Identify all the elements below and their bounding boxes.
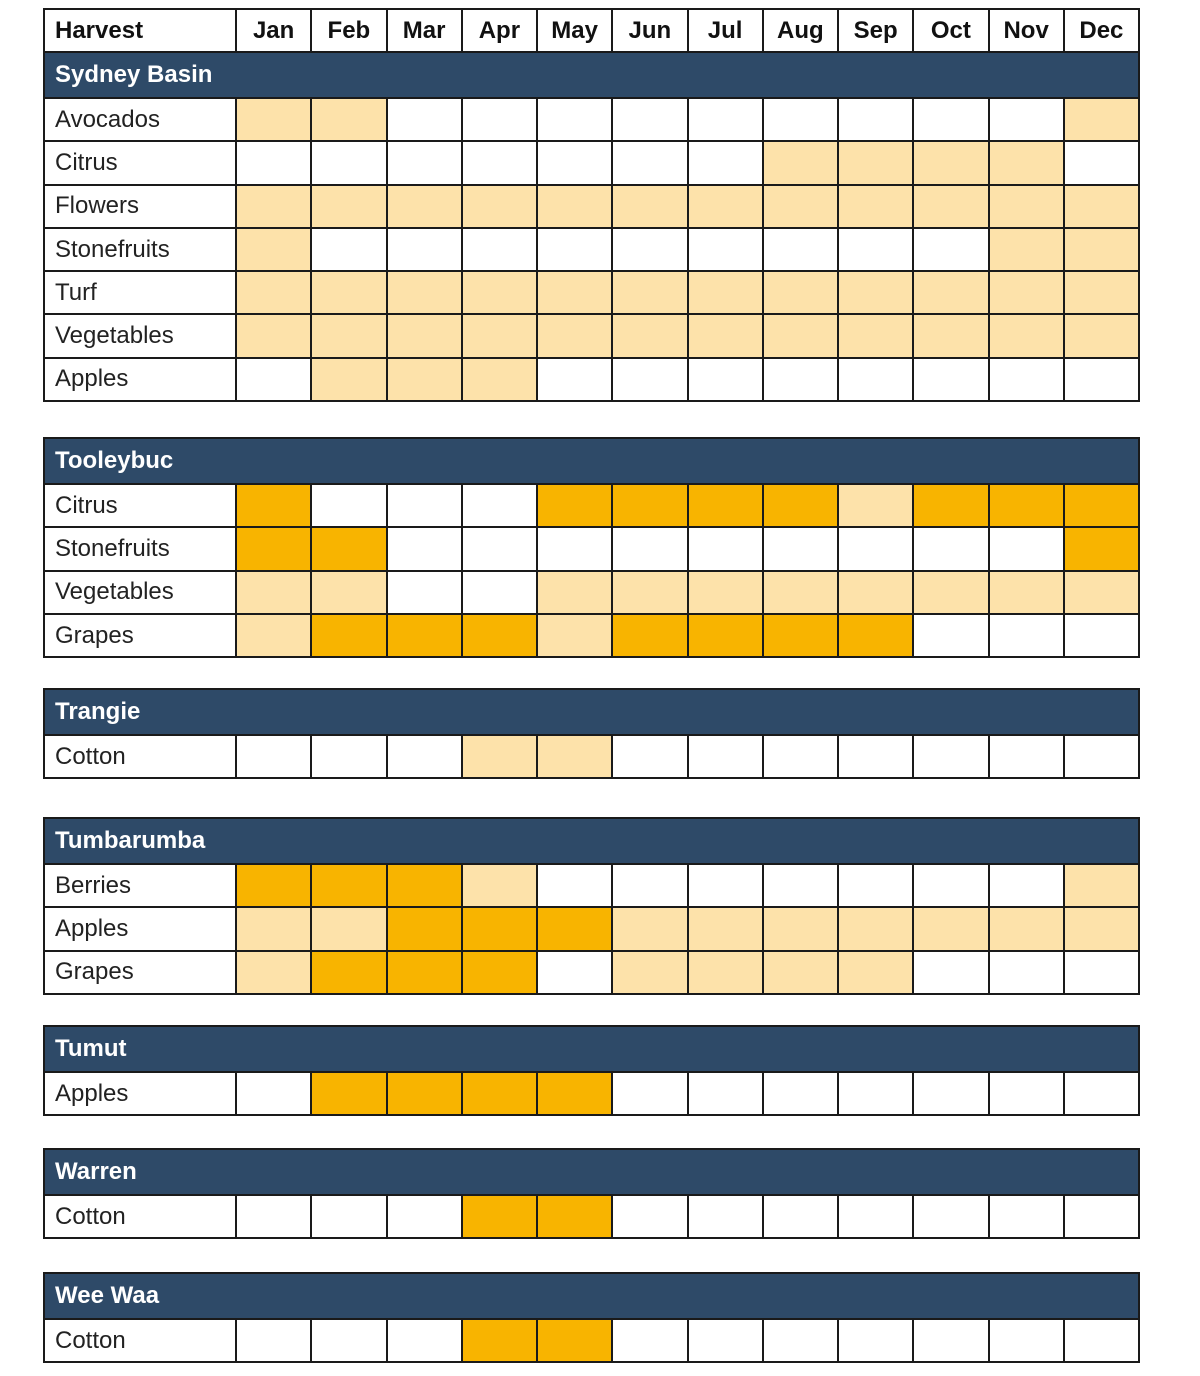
harvest-cell-dec: [1064, 314, 1139, 357]
harvest-cell-jul: [688, 951, 763, 994]
harvest-cell-dec: [1064, 614, 1139, 657]
harvest-cell-dec: [1064, 735, 1139, 778]
crop-row: [44, 484, 1139, 527]
region-row: [44, 818, 1139, 864]
harvest-cell-jan: [236, 141, 311, 184]
harvest-cell-oct: [913, 185, 988, 228]
harvest-cell-oct: [913, 1195, 988, 1238]
harvest-cell-jan: [236, 735, 311, 778]
harvest-cell-jan: [236, 314, 311, 357]
harvest-cell-jan: [236, 614, 311, 657]
harvest-cell-apr: [462, 228, 537, 271]
harvest-cell-dec: [1064, 141, 1139, 184]
harvest-cell-may: [537, 571, 612, 614]
harvest-cell-mar: [387, 571, 462, 614]
crop-label: Citrus: [44, 141, 236, 184]
crop-label: Cotton: [44, 1195, 236, 1238]
harvest-cell-jan: [236, 228, 311, 271]
harvest-cell-mar: [387, 358, 462, 401]
harvest-cell-jun: [612, 228, 687, 271]
harvest-cell-jul: [688, 907, 763, 950]
harvest-cell-dec: [1064, 864, 1139, 907]
crop-row: [44, 141, 1139, 184]
harvest-cell-nov: [989, 358, 1064, 401]
harvest-cell-apr: [462, 735, 537, 778]
harvest-cell-oct: [913, 1072, 988, 1115]
harvest-cell-aug: [763, 614, 838, 657]
harvest-cell-jul: [688, 98, 763, 141]
month-header-jun: Jun: [612, 9, 687, 52]
harvest-cell-mar: [387, 1195, 462, 1238]
harvest-cell-sep: [838, 228, 913, 271]
harvest-cell-may: [537, 907, 612, 950]
harvest-cell-jul: [688, 1319, 763, 1362]
harvest-cell-apr: [462, 527, 537, 570]
harvest-cell-mar: [387, 527, 462, 570]
harvest-cell-jan: [236, 864, 311, 907]
region-row: [44, 1149, 1139, 1195]
harvest-cell-apr: [462, 1195, 537, 1238]
harvest-cell-may: [537, 735, 612, 778]
harvest-cell-feb: [311, 735, 386, 778]
harvest-cell-apr: [462, 951, 537, 994]
harvest-cell-jul: [688, 571, 763, 614]
harvest-cell-jul: [688, 271, 763, 314]
month-header-may: May: [537, 9, 612, 52]
crop-row: [44, 864, 1139, 907]
month-header-nov: Nov: [989, 9, 1064, 52]
harvest-cell-apr: [462, 907, 537, 950]
crop-label: Stonefruits: [44, 228, 236, 271]
harvest-cell-feb: [311, 571, 386, 614]
crop-label: Flowers: [44, 185, 236, 228]
month-header-oct: Oct: [913, 9, 988, 52]
harvest-cell-dec: [1064, 907, 1139, 950]
crop-row: [44, 358, 1139, 401]
region-row: [44, 1026, 1139, 1072]
harvest-cell-dec: [1064, 484, 1139, 527]
harvest-cell-aug: [763, 1072, 838, 1115]
crop-row: [44, 735, 1139, 778]
harvest-cell-jul: [688, 864, 763, 907]
harvest-cell-jul: [688, 185, 763, 228]
harvest-cell-nov: [989, 185, 1064, 228]
month-header-mar: Mar: [387, 9, 462, 52]
harvest-cell-sep: [838, 527, 913, 570]
harvest-cell-sep: [838, 571, 913, 614]
crop-row: [44, 527, 1139, 570]
harvest-cell-sep: [838, 1195, 913, 1238]
region-row: [44, 1273, 1139, 1319]
harvest-cell-nov: [989, 864, 1064, 907]
harvest-cell-may: [537, 185, 612, 228]
harvest-cell-mar: [387, 98, 462, 141]
harvest-cell-mar: [387, 907, 462, 950]
harvest-cell-sep: [838, 484, 913, 527]
harvest-cell-jun: [612, 358, 687, 401]
header-row: [44, 9, 1139, 52]
harvest-cell-jan: [236, 951, 311, 994]
harvest-cell-jan: [236, 1072, 311, 1115]
harvest-cell-aug: [763, 358, 838, 401]
region-table-3: [43, 817, 1140, 995]
harvest-cell-may: [537, 951, 612, 994]
harvest-cell-nov: [989, 527, 1064, 570]
harvest-cell-nov: [989, 1072, 1064, 1115]
crop-label: Cotton: [44, 735, 236, 778]
harvest-cell-nov: [989, 484, 1064, 527]
harvest-cell-jun: [612, 1319, 687, 1362]
harvest-cell-jun: [612, 864, 687, 907]
region-title: Tooleybuc: [44, 438, 1139, 484]
harvest-cell-feb: [311, 1319, 386, 1362]
harvest-cell-feb: [311, 358, 386, 401]
harvest-cell-oct: [913, 614, 988, 657]
harvest-cell-oct: [913, 951, 988, 994]
harvest-cell-jun: [612, 141, 687, 184]
harvest-cell-feb: [311, 1072, 386, 1115]
harvest-cell-jul: [688, 614, 763, 657]
harvest-cell-dec: [1064, 271, 1139, 314]
harvest-cell-aug: [763, 1319, 838, 1362]
harvest-cell-aug: [763, 735, 838, 778]
harvest-cell-jan: [236, 527, 311, 570]
region-table-2: [43, 688, 1140, 779]
harvest-cell-may: [537, 98, 612, 141]
harvest-cell-apr: [462, 614, 537, 657]
harvest-cell-apr: [462, 358, 537, 401]
crop-row: [44, 907, 1139, 950]
harvest-cell-nov: [989, 907, 1064, 950]
harvest-cell-mar: [387, 185, 462, 228]
crop-label: Apples: [44, 1072, 236, 1115]
harvest-cell-feb: [311, 228, 386, 271]
region-table-1: [43, 437, 1140, 658]
harvest-cell-mar: [387, 951, 462, 994]
harvest-cell-apr: [462, 314, 537, 357]
harvest-cell-mar: [387, 864, 462, 907]
crop-label: Avocados: [44, 98, 236, 141]
harvest-cell-feb: [311, 614, 386, 657]
crop-label: Stonefruits: [44, 527, 236, 570]
harvest-cell-aug: [763, 314, 838, 357]
crop-row: [44, 614, 1139, 657]
harvest-cell-jul: [688, 735, 763, 778]
harvest-cell-nov: [989, 571, 1064, 614]
harvest-cell-oct: [913, 484, 988, 527]
harvest-cell-apr: [462, 98, 537, 141]
harvest-cell-oct: [913, 527, 988, 570]
harvest-cell-jun: [612, 614, 687, 657]
harvest-cell-jun: [612, 314, 687, 357]
crop-label: Apples: [44, 358, 236, 401]
harvest-cell-aug: [763, 907, 838, 950]
harvest-cell-aug: [763, 185, 838, 228]
region-row: [44, 689, 1139, 735]
harvest-cell-jun: [612, 1195, 687, 1238]
harvest-cell-apr: [462, 271, 537, 314]
harvest-cell-nov: [989, 735, 1064, 778]
month-header-apr: Apr: [462, 9, 537, 52]
month-header-dec: Dec: [1064, 9, 1139, 52]
harvest-cell-aug: [763, 1195, 838, 1238]
harvest-cell-apr: [462, 1319, 537, 1362]
harvest-cell-mar: [387, 228, 462, 271]
month-header-sep: Sep: [838, 9, 913, 52]
harvest-cell-sep: [838, 1072, 913, 1115]
crop-label: Apples: [44, 907, 236, 950]
harvest-cell-feb: [311, 98, 386, 141]
harvest-cell-feb: [311, 1195, 386, 1238]
harvest-cell-jun: [612, 484, 687, 527]
harvest-cell-may: [537, 614, 612, 657]
harvest-cell-jun: [612, 271, 687, 314]
harvest-cell-oct: [913, 98, 988, 141]
crop-label: Citrus: [44, 484, 236, 527]
harvest-cell-feb: [311, 271, 386, 314]
harvest-cell-aug: [763, 98, 838, 141]
harvest-cell-aug: [763, 228, 838, 271]
harvest-cell-jan: [236, 571, 311, 614]
region-title: Sydney Basin: [44, 52, 1139, 98]
region-title: Warren: [44, 1149, 1139, 1195]
harvest-cell-aug: [763, 484, 838, 527]
crop-label: Grapes: [44, 951, 236, 994]
month-header-jul: Jul: [688, 9, 763, 52]
harvest-cell-may: [537, 141, 612, 184]
crop-row: [44, 98, 1139, 141]
harvest-cell-oct: [913, 141, 988, 184]
crop-row: [44, 314, 1139, 357]
harvest-cell-jun: [612, 951, 687, 994]
harvest-cell-sep: [838, 1319, 913, 1362]
harvest-cell-feb: [311, 185, 386, 228]
harvest-cell-mar: [387, 314, 462, 357]
harvest-cell-feb: [311, 527, 386, 570]
harvest-cell-may: [537, 314, 612, 357]
harvest-cell-sep: [838, 358, 913, 401]
harvest-cell-jan: [236, 98, 311, 141]
region-table-6: [43, 1272, 1140, 1363]
crop-row: [44, 951, 1139, 994]
harvest-cell-feb: [311, 907, 386, 950]
harvest-cell-dec: [1064, 1195, 1139, 1238]
harvest-cell-jan: [236, 1319, 311, 1362]
crop-label: Grapes: [44, 614, 236, 657]
harvest-cell-apr: [462, 1072, 537, 1115]
harvest-cell-oct: [913, 358, 988, 401]
harvest-cell-feb: [311, 864, 386, 907]
harvest-cell-may: [537, 484, 612, 527]
harvest-cell-jan: [236, 1195, 311, 1238]
harvest-cell-jul: [688, 358, 763, 401]
harvest-cell-jan: [236, 484, 311, 527]
harvest-cell-dec: [1064, 1319, 1139, 1362]
crop-label: Cotton: [44, 1319, 236, 1362]
harvest-cell-dec: [1064, 228, 1139, 271]
crop-label: Turf: [44, 271, 236, 314]
harvest-cell-feb: [311, 951, 386, 994]
harvest-cell-apr: [462, 484, 537, 527]
harvest-cell-aug: [763, 141, 838, 184]
harvest-cell-sep: [838, 864, 913, 907]
harvest-cell-nov: [989, 1195, 1064, 1238]
header-harvest: Harvest: [44, 9, 236, 52]
harvest-cell-apr: [462, 864, 537, 907]
month-header-feb: Feb: [311, 9, 386, 52]
harvest-cell-aug: [763, 527, 838, 570]
harvest-cell-jun: [612, 571, 687, 614]
region-title: Trangie: [44, 689, 1139, 735]
harvest-cell-may: [537, 1319, 612, 1362]
harvest-cell-mar: [387, 484, 462, 527]
crop-row: [44, 271, 1139, 314]
harvest-cell-may: [537, 1072, 612, 1115]
harvest-cell-dec: [1064, 98, 1139, 141]
harvest-cell-may: [537, 864, 612, 907]
harvest-cell-oct: [913, 571, 988, 614]
harvest-cell-oct: [913, 907, 988, 950]
harvest-cell-sep: [838, 271, 913, 314]
harvest-cell-may: [537, 1195, 612, 1238]
harvest-cell-sep: [838, 98, 913, 141]
harvest-cell-oct: [913, 735, 988, 778]
harvest-cell-sep: [838, 735, 913, 778]
harvest-cell-feb: [311, 141, 386, 184]
harvest-cell-jan: [236, 185, 311, 228]
harvest-cell-sep: [838, 907, 913, 950]
harvest-cell-jul: [688, 314, 763, 357]
crop-label: Vegetables: [44, 571, 236, 614]
harvest-cell-feb: [311, 314, 386, 357]
harvest-cell-oct: [913, 864, 988, 907]
crop-row: [44, 185, 1139, 228]
harvest-cell-oct: [913, 271, 988, 314]
crop-row: [44, 228, 1139, 271]
harvest-cell-feb: [311, 484, 386, 527]
harvest-cell-aug: [763, 571, 838, 614]
harvest-cell-jul: [688, 141, 763, 184]
harvest-cell-nov: [989, 951, 1064, 994]
region-table-4: [43, 1025, 1140, 1116]
harvest-cell-sep: [838, 614, 913, 657]
harvest-cell-jul: [688, 228, 763, 271]
crop-row: [44, 1072, 1139, 1115]
harvest-cell-jul: [688, 484, 763, 527]
region-title: Tumbarumba: [44, 818, 1139, 864]
harvest-cell-mar: [387, 141, 462, 184]
region-row: [44, 438, 1139, 484]
harvest-cell-jun: [612, 98, 687, 141]
harvest-cell-sep: [838, 951, 913, 994]
harvest-cell-may: [537, 358, 612, 401]
crop-row: [44, 1319, 1139, 1362]
harvest-cell-nov: [989, 98, 1064, 141]
harvest-cell-jun: [612, 1072, 687, 1115]
region-row: [44, 52, 1139, 98]
harvest-cell-jul: [688, 1072, 763, 1115]
harvest-cell-jun: [612, 735, 687, 778]
crop-label: Vegetables: [44, 314, 236, 357]
harvest-cell-jun: [612, 527, 687, 570]
harvest-cell-aug: [763, 864, 838, 907]
harvest-cell-mar: [387, 1072, 462, 1115]
harvest-cell-may: [537, 228, 612, 271]
harvest-cell-sep: [838, 141, 913, 184]
harvest-cell-jul: [688, 527, 763, 570]
harvest-cell-sep: [838, 185, 913, 228]
harvest-cell-aug: [763, 951, 838, 994]
crop-label: Berries: [44, 864, 236, 907]
harvest-cell-nov: [989, 141, 1064, 184]
month-header-aug: Aug: [763, 9, 838, 52]
harvest-cell-jun: [612, 907, 687, 950]
region-title: Wee Waa: [44, 1273, 1139, 1319]
month-header-jan: Jan: [236, 9, 311, 52]
harvest-cell-nov: [989, 614, 1064, 657]
harvest-cell-dec: [1064, 1072, 1139, 1115]
harvest-cell-nov: [989, 1319, 1064, 1362]
harvest-cell-nov: [989, 314, 1064, 357]
harvest-cell-apr: [462, 185, 537, 228]
crop-row: [44, 571, 1139, 614]
harvest-cell-oct: [913, 314, 988, 357]
harvest-cell-apr: [462, 141, 537, 184]
region-table-0: [43, 8, 1140, 402]
harvest-cell-jan: [236, 358, 311, 401]
harvest-cell-dec: [1064, 527, 1139, 570]
harvest-cell-nov: [989, 228, 1064, 271]
harvest-cell-mar: [387, 735, 462, 778]
harvest-cell-oct: [913, 1319, 988, 1362]
harvest-cell-jan: [236, 271, 311, 314]
harvest-cell-nov: [989, 271, 1064, 314]
region-table-5: [43, 1148, 1140, 1239]
crop-row: [44, 1195, 1139, 1238]
harvest-cell-mar: [387, 271, 462, 314]
harvest-cell-jan: [236, 907, 311, 950]
harvest-cell-jun: [612, 185, 687, 228]
harvest-cell-may: [537, 271, 612, 314]
harvest-cell-mar: [387, 1319, 462, 1362]
region-title: Tumut: [44, 1026, 1139, 1072]
harvest-cell-dec: [1064, 571, 1139, 614]
harvest-cell-apr: [462, 571, 537, 614]
harvest-cell-oct: [913, 228, 988, 271]
harvest-cell-aug: [763, 271, 838, 314]
harvest-cell-dec: [1064, 358, 1139, 401]
harvest-cell-may: [537, 527, 612, 570]
harvest-cell-mar: [387, 614, 462, 657]
harvest-cell-jul: [688, 1195, 763, 1238]
harvest-cell-sep: [838, 314, 913, 357]
harvest-cell-dec: [1064, 185, 1139, 228]
harvest-cell-dec: [1064, 951, 1139, 994]
